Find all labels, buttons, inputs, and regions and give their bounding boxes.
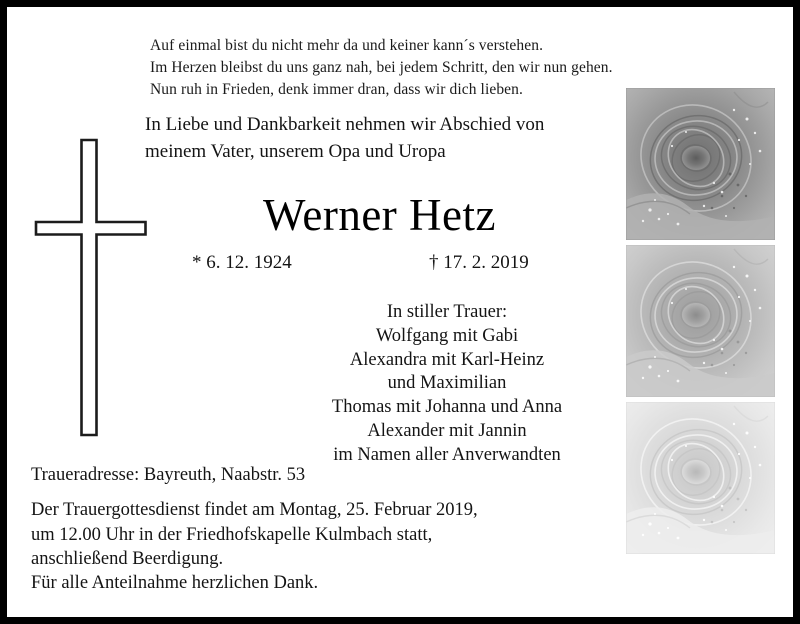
rose-photo-dark <box>626 88 775 240</box>
poem-line-3: Nun ruh in Frieden, denk immer dran, dass wir dich lieben. <box>150 81 523 98</box>
intro-line-1: In Liebe und Dankbarkeit nehmen wir Abschied von <box>145 114 545 135</box>
mourner-name: und Maximilian <box>387 373 507 394</box>
mourner-name: im Namen aller Anverwandten <box>333 444 561 465</box>
mourners-list <box>232 301 662 468</box>
rose-photo-light <box>626 402 775 554</box>
poem-line-1: Auf einmal bist du nicht mehr da und keiner kann´s verstehen. <box>150 37 544 54</box>
death-date: † 17. 2. 2019 <box>429 252 529 273</box>
birth-date: * 6. 12. 1924 <box>192 252 292 273</box>
mourner-name: Wolfgang mit Gabi <box>375 325 519 346</box>
mourning-address: Traueradresse: Bayreuth, Naabstr. 53 <box>31 465 306 485</box>
mourner-name: Alexander mit Jannin <box>367 420 527 441</box>
life-dates <box>147 250 612 276</box>
deceased-name: Werner Hetz <box>263 190 496 240</box>
memorial-poem <box>150 35 650 101</box>
mourner-name: Alexandra mit Karl-Heinz <box>349 349 545 370</box>
farewell-intro <box>145 111 625 165</box>
service-line-3: anschließend Beerdigung. <box>31 549 224 569</box>
cross-icon <box>27 132 157 444</box>
intro-line-2: meinem Vater, unserem Opa und Uropa <box>145 141 446 162</box>
thanks-note: Für alle Anteilnahme herzlichen Dank. <box>31 573 319 593</box>
funeral-service-details <box>31 498 591 572</box>
mourner-name: Thomas mit Johanna und Anna <box>331 397 563 418</box>
service-line-2: um 12.00 Uhr in der Friedhofskapelle Kulmbach statt, <box>31 524 433 545</box>
poem-line-2: Im Herzen bleibst du uns ganz nah, bei jedem Schritt, den wir nun gehen. <box>150 59 613 76</box>
notice-inner-frame <box>7 7 793 617</box>
rose-photo-medium <box>626 245 775 397</box>
service-line-1: Der Trauergottesdienst findet am Montag, 25. Februar 2019, <box>31 500 478 520</box>
mourners-heading: In stiller Trauer: <box>386 302 508 322</box>
